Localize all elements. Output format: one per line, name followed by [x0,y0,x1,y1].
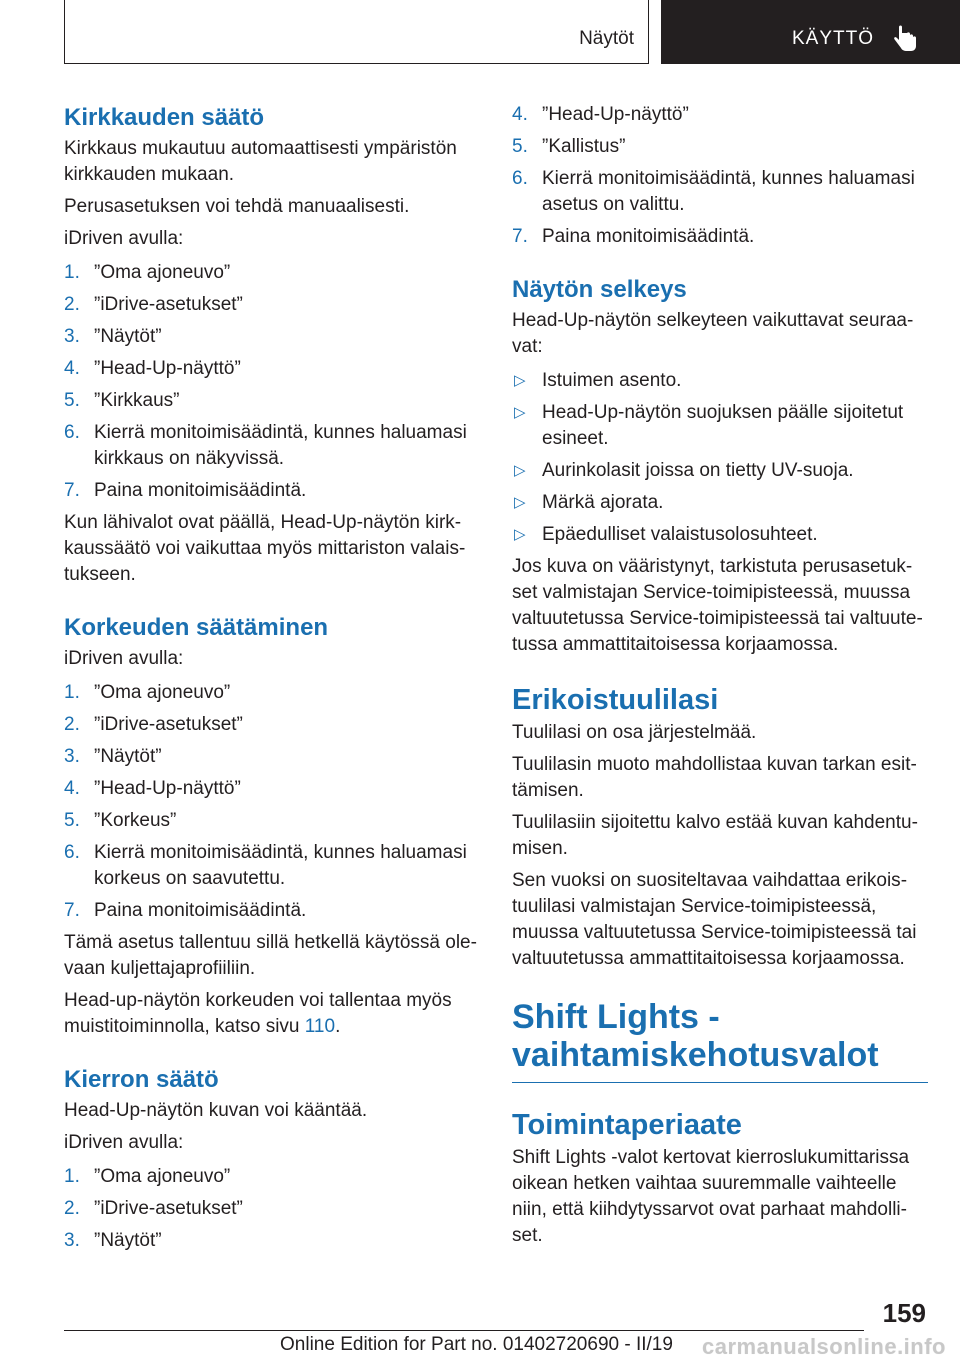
footer-edition: Online Edition for Part no. 01402720690 - II/19 [280,1334,673,1355]
list-item: 2. ”iDrive-asetukset” [64,1198,243,1219]
paragraph: Head-up-näytön korkeuden voi tallentaa myös muistitoiminnolla, katso sivu 110. [64,990,452,1037]
list-item: 6. Kierrä monitoimisäädintä, kunnes haluamasi asetus on valittu. [512,168,915,215]
list-item: 5. ”Kallistus” [512,136,626,157]
heading-clarity: Näytön selkeys [512,276,687,303]
list-item: 7. Paina monitoimisäädintä. [64,480,307,501]
list-item: 1. ”Oma ajoneuvo” [64,1166,231,1187]
page-number: 159 [882,1298,926,1328]
list-item: 2. ”iDrive-asetukset” [64,714,243,735]
clarity-factors-list [512,368,930,548]
list-item: ▷ Aurinkolasit joissa on tietty UV-suoja. [512,458,930,484]
heading-height: Korkeuden säätäminen [64,614,329,641]
triangle-bullet-icon: ▷ [514,372,526,389]
triangle-bullet-icon: ▷ [514,526,526,543]
list-item: 6. Kierrä monitoimisäädintä, kunnes haluamasi kirkkaus on näkyvissä. [64,422,467,469]
paragraph: Perusasetuksen voi tehdä manuaalisesti. [64,196,410,217]
steps-height [64,680,482,924]
paragraph: iDriven avulla: [64,648,184,669]
right-column [512,96,930,1255]
steps-rotation [64,1164,482,1254]
chapter-heading-shift-lights: Shift Lights - vaihtamiskehotusvalot [512,998,928,1083]
list-item: 4. ”Head-Up-näyttö” [64,358,241,379]
list-item: 1. ”Oma ajoneuvo” [64,262,231,283]
list-item: 4. ”Head-Up-näyttö” [64,778,241,799]
paragraph: Kirkkaus mukautuu automaattisesti ympäristön kirkkauden mukaan. [64,138,457,185]
list-item: 1. ”Oma ajoneuvo” [64,682,231,703]
paragraph: iDriven avulla: [64,228,184,249]
paragraph: Head-Up-näytön kuvan voi kääntää. [64,1100,368,1121]
list-item: 3. ”Näytöt” [64,746,162,767]
heading-special-windscreen: Erikoistuulilasi [512,684,719,716]
heading-rotation: Kierron säätö [64,1066,219,1093]
header-section-box [64,0,649,64]
list-item: ▷ Epäedulliset valaistusolosuhteet. [512,522,930,548]
heading-brightness: Kirkkauden säätö [64,104,265,131]
paragraph: Shift Lights -valot kertovat kierroslukumittarissa oikean hetken vaihtaa suuremmalle vaihteelle niin, että kiihdytyssarvot ovat parhaat mahdolliset. [512,1147,910,1246]
header-chapter-title: KÄYTTÖ [791,28,874,49]
paragraph: Head-Up-näytön selkeyteen vaikuttavat seuraavat: [512,310,914,357]
left-column [64,96,482,1260]
steps-brightness [64,260,482,504]
paragraph: iDriven avulla: [64,1132,184,1153]
list-item: ▷ Märkä ajorata. [512,490,930,516]
list-item: 6. Kierrä monitoimisäädintä, kunnes haluamasi korkeus on saavutettu. [64,842,467,889]
hand-pointer-icon [890,24,920,54]
list-item: 3. ”Näytöt” [64,326,162,347]
paragraph: Sen vuoksi on suositeltavaa vaihdattaa erikoistuulilasi valmistajan Service-toimipisteessä, muussa valtuutetussa Service-toimipisteessä tai valtuutetussa ammattitaitoisessa korjaamossa. [512,870,917,969]
watermark-logo: carmanualsonline.info [702,1334,946,1359]
paragraph: Tuulilasi on osa järjestelmää. [512,722,757,743]
paragraph: Tuulilasin muoto mahdollistaa kuvan tarkan esittämisen. [512,754,917,801]
list-item: 3. ”Näytöt” [64,1230,162,1251]
list-item: 2. ”iDrive-asetukset” [64,294,243,315]
header-section-title: Näytöt [579,28,634,49]
list-item: 5. ”Korkeus” [64,810,177,831]
triangle-bullet-icon: ▷ [514,462,526,479]
list-item: 5. ”Kirkkaus” [64,390,180,411]
list-item: ▷ Istuimen asento. [512,368,930,394]
paragraph: Tuulilasiin sijoitettu kalvo estää kuvan kahdentumisen. [512,812,918,859]
triangle-bullet-icon: ▷ [514,494,526,511]
paragraph: Jos kuva on vääristynyt, tarkistuta perusasetukset valmistajan Service-toimipisteessä, muussa valtuutetussa Service-toimipisteessä tai valtuutetussa ammattitaitoisessa korjaamossa. [512,556,923,655]
steps-rotation-continued [512,102,930,250]
heading-operating-principle: Toimintaperiaate [512,1109,742,1141]
triangle-bullet-icon: ▷ [514,404,526,421]
list-item: ▷ Head-Up-näytön suojuksen päälle sijoitetut esineet. [514,402,904,449]
page-reference-link[interactable]: 110 [304,1016,336,1037]
header-chapter-box [661,0,960,64]
paragraph: Kun lähivalot ovat päällä, Head-Up-näytön kirkkaussäätö voi vaikuttaa myös mittariston valaistukseen. [64,512,466,585]
list-item: 7. Paina monitoimisäädintä. [64,900,307,921]
list-item: 4. ”Head-Up-näyttö” [512,104,689,125]
list-item: 7. Paina monitoimisäädintä. [512,226,755,247]
paragraph: Tämä asetus tallentuu sillä hetkellä käytössä olevaan kuljettajaprofiiliin. [64,932,477,979]
